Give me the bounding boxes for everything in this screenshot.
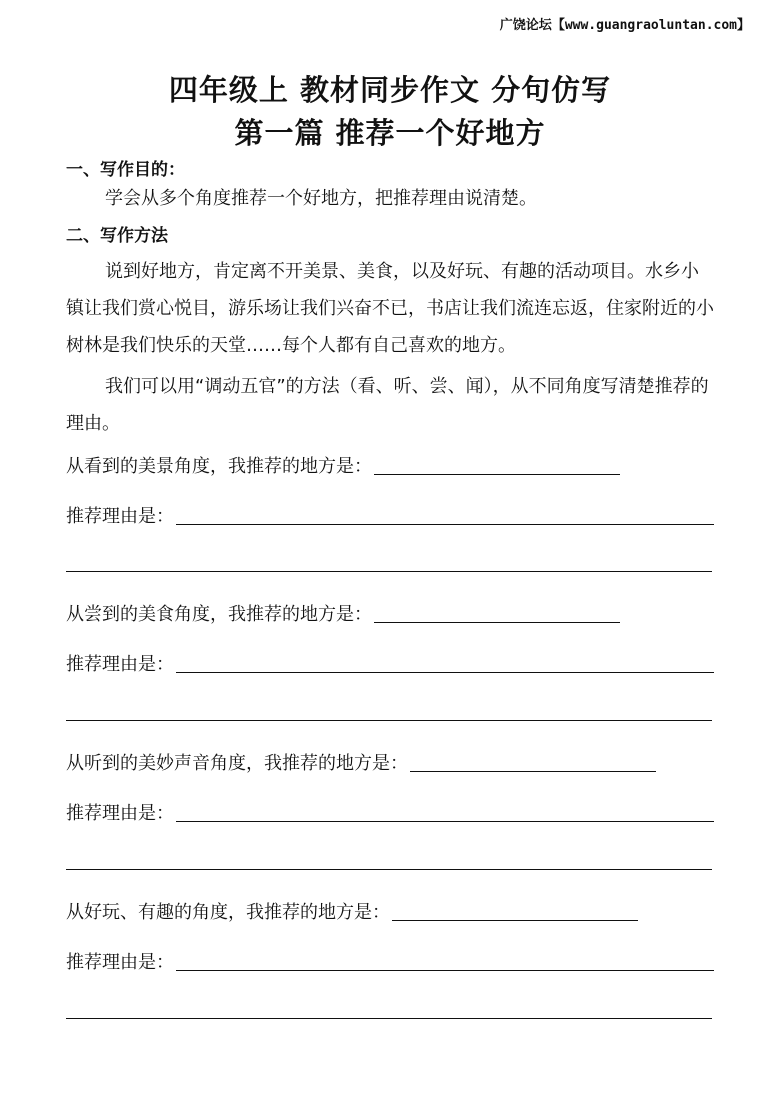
exercise-3-prompt: 从听到的美妙声音角度，我推荐的地方是： bbox=[66, 753, 408, 774]
exercise-4-extra-line[interactable] bbox=[66, 1018, 712, 1019]
page-subtitle: 第一篇 推荐一个好地方 bbox=[234, 116, 546, 150]
forum-site: 【www.guangraoluntan.com】 bbox=[551, 18, 750, 33]
section1-heading: 一、写作目的： bbox=[66, 160, 185, 180]
exercise-3-reason-row bbox=[66, 799, 714, 825]
exercise-2-reason-blank[interactable] bbox=[176, 671, 714, 673]
section2-paragraph-2: 我们可以用“调动五官”的方法（看、听、尝、闻），从不同角度写清楚推荐的理由。 bbox=[66, 376, 709, 434]
exercise-1-place-blank[interactable] bbox=[374, 473, 620, 475]
exercise-3-extra-line[interactable] bbox=[66, 869, 712, 870]
exercise-2-prompt-row bbox=[66, 600, 714, 626]
exercise-1-reason-row bbox=[66, 502, 714, 528]
section2-heading: 二、写作方法 bbox=[66, 226, 168, 246]
exercise-4-place-blank[interactable] bbox=[392, 919, 638, 921]
exercise-4-prompt: 从好玩、有趣的角度，我推荐的地方是： bbox=[66, 902, 390, 923]
exercise-1-reason-blank[interactable] bbox=[176, 523, 714, 525]
section1-body: 学会从多个角度推荐一个好地方，把推荐理由说清楚。 bbox=[105, 188, 537, 209]
section2-paragraph-1: 说到好地方，肯定离不开美景、美食，以及好玩、有趣的活动项目。水乡小镇让我们赏心悦目，游乐场让我们兴奋不已，书店让我们流连忘返，住家附近的小树林是我们快乐的天堂……每个人都有自己喜欢的地方。 bbox=[66, 261, 714, 356]
exercise-1-reason-label: 推荐理由是： bbox=[66, 506, 174, 527]
exercise-2-place-blank[interactable] bbox=[374, 621, 620, 623]
exercise-4-prompt-row bbox=[66, 898, 714, 924]
exercise-2-reason-label: 推荐理由是： bbox=[66, 654, 174, 675]
exercise-2-reason-row bbox=[66, 650, 714, 676]
exercise-3-reason-label: 推荐理由是： bbox=[66, 803, 174, 824]
exercise-1-prompt: 从看到的美景角度，我推荐的地方是： bbox=[66, 456, 372, 477]
exercise-3-place-blank[interactable] bbox=[410, 770, 656, 772]
exercise-4-reason-label: 推荐理由是： bbox=[66, 952, 174, 973]
exercise-4-reason-blank[interactable] bbox=[176, 969, 714, 971]
exercise-2-extra-line[interactable] bbox=[66, 720, 712, 721]
header-note bbox=[500, 14, 750, 33]
forum-name: 广饶论坛 bbox=[499, 18, 552, 33]
exercise-4-reason-row bbox=[66, 948, 714, 974]
exercise-1-prompt-row bbox=[66, 452, 714, 478]
exercise-1-extra-line[interactable] bbox=[66, 571, 712, 572]
page-title: 四年级上 教材同步作文 分句仿写 bbox=[168, 73, 612, 107]
exercise-3-reason-blank[interactable] bbox=[176, 820, 714, 822]
exercise-2-prompt: 从尝到的美食角度，我推荐的地方是： bbox=[66, 604, 372, 625]
exercise-3-prompt-row bbox=[66, 749, 714, 775]
